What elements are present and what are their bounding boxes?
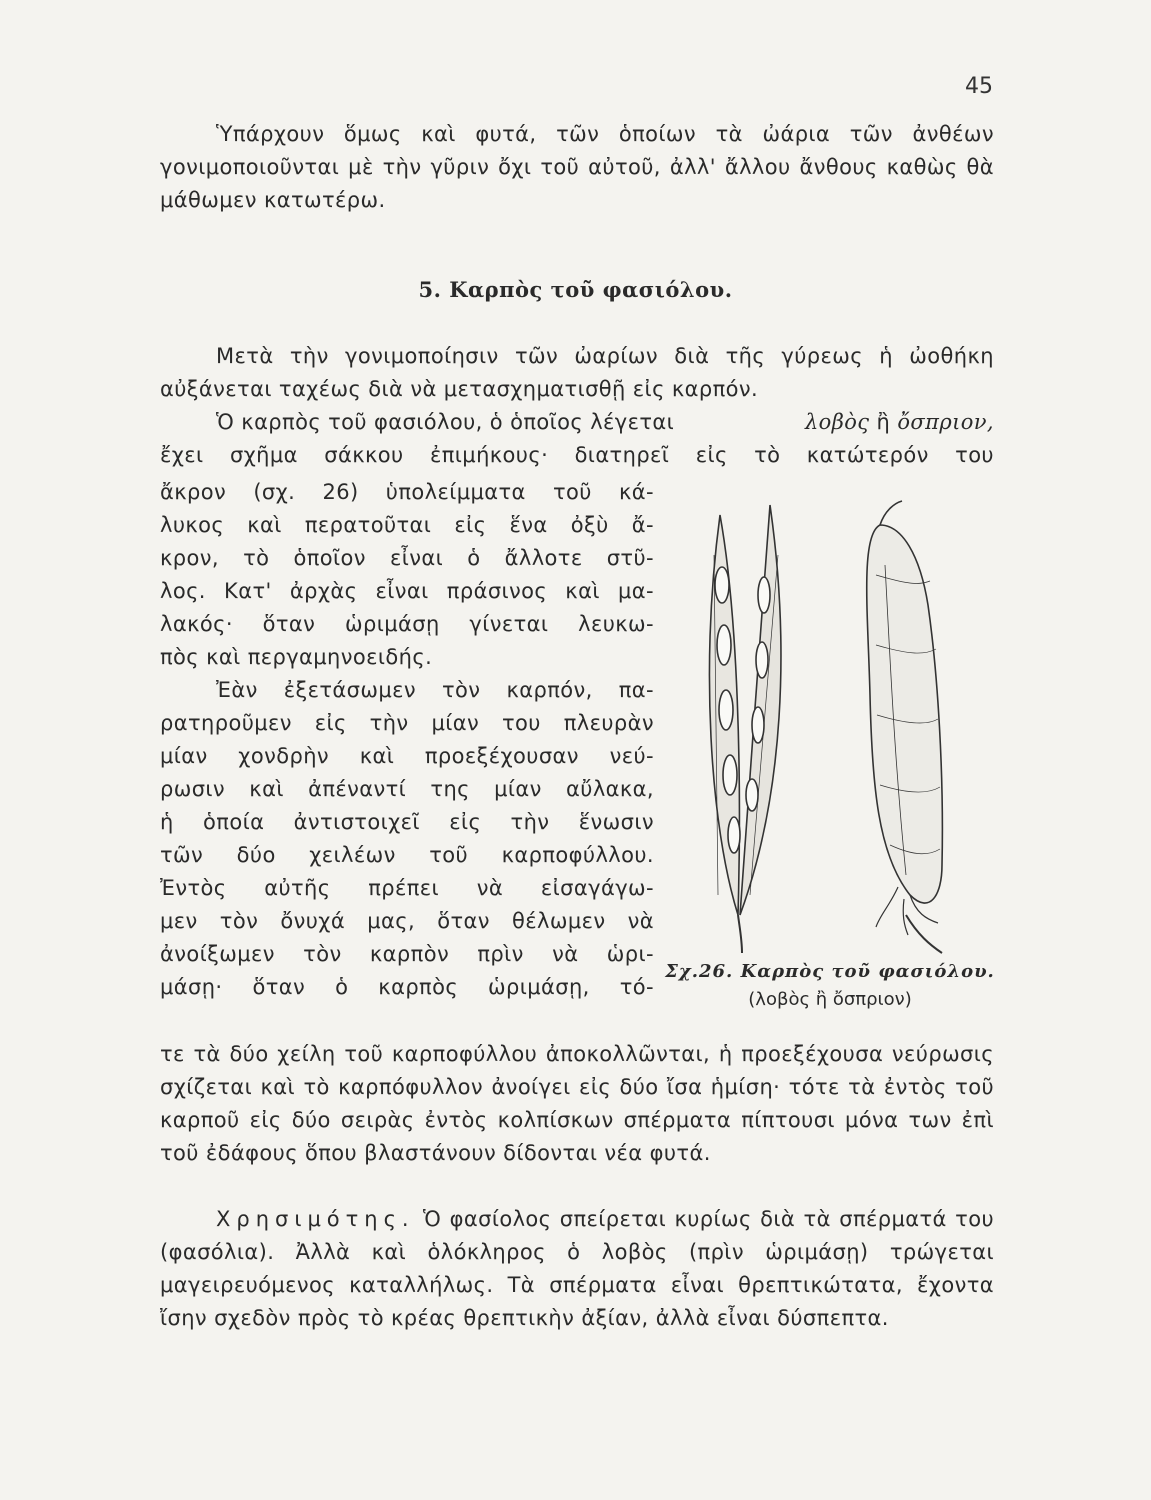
fertilization-paragraph: Μετὰ τὴν γονιμοποίησιν τῶν ὠαρίων διὰ τῆς γύρεως ἡ ὠοθήκη αὐξάνεται ταχέως διὰ νὰ μετασχηματισθῇ εἰς καρπόν. [160, 344, 994, 401]
fruit-term-lobos: λοβὸς [804, 410, 870, 434]
wrapped-line: πὸς καὶ περγαμηνοειδής. [160, 645, 433, 669]
wrapped-line: λος. Κατ' ἀρχὰς εἶναι πράσινος καὶ μα- [160, 579, 654, 603]
wrapped-line: μεν τὸν ὄνυχά μας, ὅταν θέλωμεν νὰ [160, 909, 654, 933]
section-heading: 5. Καρπὸς τοῦ φασιόλου. [418, 277, 733, 302]
fruit-text-start: Ὁ καρπὸς τοῦ φασιόλου, ὁ ὁποῖος λέγεται [216, 410, 675, 434]
fruit-term-osprion: ὄσπριον, [897, 410, 994, 434]
wrapped-line: Ἐντὸς αὐτῆς πρέπει νὰ εἰσαγάγω- [160, 876, 654, 900]
fruit-or: ἢ [876, 410, 891, 434]
usefulness-text: Ὁ φασίολος σπείρεται κυρίως διὰ τὰ σπέρματά του (φασόλια). Ἀλλὰ καὶ ὁλόκληρος ὁ λοβὸς (πρὶν ὡριμάσῃ) τρώγεται μαγειρευόμενος καταλλήλως. Τὰ σπέρματα εἶναι θρεπτικώτατα, ἔχοντα ἴσην σχεδὸν πρὸς τὸ κρέας θρεπτικὴν ἀξίαν, ἀλλὰ εἶναι δύσπεπτα. [160, 1207, 995, 1330]
wrapped-line: κρον, τὸ ὁποῖον εἶναι ὁ ἄλλοτε στῦ- [160, 546, 654, 570]
wrapped-line: μάσῃ· ὅταν ὁ καρπὸς ὡριμάσῃ, τό- [160, 975, 654, 999]
page-number: 45 [965, 74, 993, 99]
wrapped-line: ἡ ὁποία ἀντιστοιχεῖ εἰς τὴν ἕνωσιν [160, 810, 654, 834]
fruit-line-2: ἔχει σχῆμα σάκκου ἐπιμήκους· διατηρεῖ εἰς τὸ κατώτερόν του [160, 443, 994, 467]
wrapped-line: ρωσιν καὶ ἀπέναντί της μίαν αὔλακα, [160, 777, 654, 801]
figure-caption [660, 958, 1000, 1014]
wrapped-text-column [160, 476, 654, 1004]
usefulness-label: Χρησιμότης. [216, 1207, 415, 1231]
figure-caption-subtitle: (λοβὸς ἢ ὄσπριον) [748, 989, 912, 1010]
wrapped-line: Ἐὰν ἐξετάσωμεν τὸν καρπόν, πα- [216, 678, 654, 702]
wrapped-line: ἀνοίξωμεν τὸν καρπὸν πρὶν νὰ ὡρι- [160, 942, 654, 966]
bean-pod-illustration-icon [680, 495, 1000, 955]
intro-paragraph: Ὑπάρχουν ὅμως καὶ φυτά, τῶν ὁποίων τὰ ὠάρια τῶν ἀνθέων γονιμοποιοῦνται μὲ τὴν γῦριν ὄχι τοῦ αὐτοῦ, ἀλλ' ἄλλου ἄνθους καθὼς θὰ μάθωμεν κατωτέρω. [160, 122, 994, 212]
wrapped-line: λακός· ὅταν ὡριμάσῃ γίνεται λευκω- [160, 612, 654, 636]
wrapped-line: ρατηροῦμεν εἰς τὴν μίαν του πλευρὰν [160, 711, 654, 735]
wrapped-line: λυκος καὶ περατοῦται εἰς ἕνα ὀξὺ ἄ- [160, 513, 654, 537]
continuation-paragraph: τε τὰ δύο χείλη τοῦ καρποφύλλου ἀποκολλῶνται, ἡ προεξέχουσα νεύρωσις σχίζεται καὶ τὸ καρπόφυλλον ἀνοίγει εἰς δύο ἴσα ἡμίση· τότε τὰ ἐντὸς τοῦ καρποῦ εἰς δύο σειρὰς ἐντὸς κολπίσκων σπέρματα πίπτουσι μόνα των ἐπὶ τοῦ ἐδάφους ὅπου βλαστάνουν δίδονται νέα φυτά. [160, 1042, 994, 1165]
figure-caption-title: Σχ.26. Καρπὸς τοῦ φασιόλου. [665, 961, 995, 982]
wrapped-line: τῶν δύο χειλέων τοῦ καρποφύλλου. [160, 843, 654, 867]
wrapped-line: μίαν χονδρὴν καὶ προεξέχουσαν νεύ- [160, 744, 654, 768]
fruit-paragraph-start [160, 406, 994, 472]
usefulness-paragraph [160, 1203, 994, 1335]
wrapped-line: ἄκρον (σχ. 26) ὑπολείμματα τοῦ κά- [160, 480, 654, 504]
